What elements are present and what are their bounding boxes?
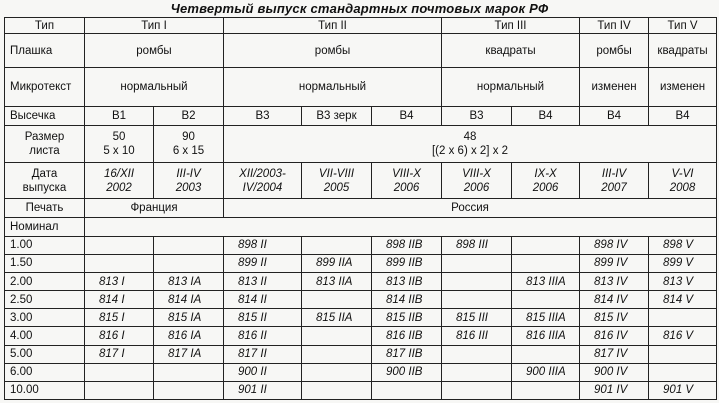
issue-date-cell	[442, 163, 512, 199]
stamp-number-cell	[442, 254, 512, 272]
sheet-size-label-line-2: листа	[29, 144, 60, 157]
print-russia: Россия	[224, 199, 717, 217]
stamp-number-cell: 899 II	[224, 254, 302, 272]
issue-date-cell	[512, 163, 580, 199]
perforation-cell: В4	[372, 106, 442, 125]
value-rows	[5, 236, 717, 399]
issue-date-label-line-2: выпуска	[22, 181, 67, 194]
nominal-value-row	[5, 272, 717, 290]
microtext-type-1: нормальный	[85, 68, 224, 106]
nominal-row	[5, 217, 717, 236]
issue-date-cell	[580, 163, 649, 199]
stamp-number-cell	[302, 345, 372, 363]
stamp-number-cell: 813 IA	[154, 272, 224, 290]
stamp-number-cell: 813 II	[224, 272, 302, 290]
print-label: Печать	[5, 199, 85, 217]
stamp-number-cell: 814 IA	[154, 291, 224, 309]
nominal-value-row	[5, 345, 717, 363]
stamp-number-cell	[154, 381, 224, 399]
stamp-number-cell: 816 IIIA	[512, 327, 580, 345]
stamp-number-cell: 901 IV	[580, 381, 649, 399]
plashka-type-3: квадраты	[442, 34, 580, 68]
sheet-size-rest	[224, 125, 717, 162]
perforation-cell: В3	[442, 106, 512, 125]
stamp-number-cell: 901 V	[649, 381, 717, 399]
stamp-number-cell: 901 II	[224, 381, 302, 399]
stamp-number-cell	[512, 254, 580, 272]
perforation-cell: В3 зерк	[302, 106, 372, 125]
issue-date-cell	[649, 163, 717, 199]
perforation-cell: В4	[580, 106, 649, 125]
issue-date-label-line-1: Дата	[31, 167, 58, 180]
stamp-number-cell: 817 IA	[154, 345, 224, 363]
sheet-size-label-line-1: Размер	[24, 130, 65, 143]
stamp-number-cell	[442, 381, 512, 399]
nominal-value: 4.00	[5, 327, 85, 345]
stamp-number-cell: 900 IV	[580, 363, 649, 381]
stamp-number-cell: 817 IIB	[372, 345, 442, 363]
stamp-number-cell	[85, 363, 154, 381]
stamp-number-cell	[512, 291, 580, 309]
stamp-number-cell	[372, 381, 442, 399]
stamp-number-cell: 899 IIA	[302, 254, 372, 272]
stamp-number-cell: 815 IA	[154, 309, 224, 327]
stamp-number-cell: 813 IIIA	[512, 272, 580, 290]
stamp-number-cell: 814 I	[85, 291, 154, 309]
issue-period: XII/2003-	[239, 167, 286, 180]
sheet-size-row	[5, 125, 717, 162]
stamp-number-cell: 898 V	[649, 236, 717, 254]
issue-period: IX-X	[534, 167, 557, 180]
stamp-number-cell: 815 IIB	[372, 309, 442, 327]
stamp-number-cell: 900 IIB	[372, 363, 442, 381]
stamp-number-cell: 816 II	[224, 327, 302, 345]
issue-period: 16/XII	[103, 167, 135, 180]
print-row	[5, 199, 717, 217]
issue-date-cell	[154, 163, 224, 199]
stamp-number-cell: 816 I	[85, 327, 154, 345]
stamp-number-cell: 813 V	[649, 272, 717, 290]
nominal-value: 2.50	[5, 291, 85, 309]
stamp-number-cell: 899 IIB	[372, 254, 442, 272]
microtext-type-4: изменен	[580, 68, 649, 106]
stamp-number-cell	[85, 381, 154, 399]
header-type-3: Тип III	[442, 18, 580, 34]
stamp-number-cell: 813 IIA	[302, 272, 372, 290]
stamp-number-cell	[649, 309, 717, 327]
stamp-number-cell: 814 IIB	[372, 291, 442, 309]
stamp-number-cell	[649, 363, 717, 381]
stamp-number-cell: 813 IV	[580, 272, 649, 290]
stamp-number-cell: 815 IIIA	[512, 309, 580, 327]
issue-date-row	[5, 163, 717, 199]
issue-year: 2007	[601, 181, 627, 194]
microtext-type-2: нормальный	[224, 68, 442, 106]
nominal-value-row	[5, 291, 717, 309]
issue-date-cell	[372, 163, 442, 199]
stamp-number-cell	[442, 363, 512, 381]
issue-period: V-VI	[671, 167, 694, 180]
issue-year: 2006	[532, 181, 559, 194]
print-france: Франция	[85, 199, 224, 217]
header-row	[5, 18, 717, 34]
stamp-number-cell: 898 IIB	[372, 236, 442, 254]
issue-date-cell	[85, 163, 154, 199]
stamp-number-cell: 898 IV	[580, 236, 649, 254]
stamp-number-cell: 814 V	[649, 291, 717, 309]
stamp-number-cell	[154, 254, 224, 272]
stamp-number-cell: 815 II	[224, 309, 302, 327]
issue-date-cell	[302, 163, 372, 199]
microtext-row	[5, 68, 717, 106]
nominal-value-row	[5, 381, 717, 399]
stamp-number-cell	[85, 236, 154, 254]
stamp-number-cell	[302, 381, 372, 399]
issue-year: IV/2004	[242, 181, 283, 194]
issue-year: 2006	[463, 181, 490, 194]
issue-date-label	[5, 163, 85, 199]
perforation-row	[5, 106, 717, 125]
stamp-number-cell	[302, 363, 372, 381]
plashka-row	[5, 34, 717, 68]
perforation-cell: В4	[649, 106, 717, 125]
page-title: Четвертый выпуск стандартных почтовых марок РФ	[170, 1, 549, 16]
issue-year: 2003	[175, 181, 202, 194]
nominal-value: 1.50	[5, 254, 85, 272]
perforation-cell: В2	[154, 106, 224, 125]
plashka-type-5: квадраты	[649, 34, 717, 68]
plashka-type-4: ромбы	[580, 34, 649, 68]
stamp-number-cell: 817 II	[224, 345, 302, 363]
sheet-size-b2	[154, 125, 224, 162]
header-type-2: Тип II	[224, 18, 442, 34]
sheet-size-rest-layout: [(2 x 6) x 2] x 2	[431, 144, 509, 157]
stamp-number-cell: 816 IA	[154, 327, 224, 345]
stamp-number-cell	[85, 254, 154, 272]
stamp-number-cell	[442, 272, 512, 290]
issue-year: 2005	[323, 181, 350, 194]
nominal-value-row	[5, 254, 717, 272]
issue-date-cell	[224, 163, 302, 199]
stamp-number-cell	[302, 327, 372, 345]
stamp-number-cell: 815 I	[85, 309, 154, 327]
stamp-number-cell: 816 III	[442, 327, 512, 345]
issue-period: VIII-X	[462, 167, 491, 180]
nominal-value: 10.00	[5, 381, 85, 399]
nominal-value: 2.00	[5, 272, 85, 290]
microtext-type-3: нормальный	[442, 68, 580, 106]
nominal-spacer	[85, 217, 717, 236]
stamp-number-cell: 899 IV	[580, 254, 649, 272]
perforation-cell: В1	[85, 106, 154, 125]
issue-period: III-IV	[176, 167, 201, 180]
perforation-cell: В4	[512, 106, 580, 125]
stamp-number-cell	[154, 363, 224, 381]
stamp-number-cell	[512, 236, 580, 254]
stamp-number-cell: 817 IV	[580, 345, 649, 363]
perforation-label: Высечка	[5, 106, 85, 125]
nominal-value-row	[5, 309, 717, 327]
issue-period: VII-VIII	[318, 167, 355, 180]
stamp-number-cell: 815 III	[442, 309, 512, 327]
issue-year: 2002	[106, 181, 132, 194]
issue-year: 2008	[669, 181, 696, 194]
issue-year: 2006	[393, 181, 420, 194]
header-type-4: Тип IV	[580, 18, 649, 34]
perforation-cell: В3	[224, 106, 302, 125]
sheet-size-b2-layout: 6 x 15	[172, 144, 205, 157]
stamp-number-cell: 899 V	[649, 254, 717, 272]
stamp-number-cell	[442, 291, 512, 309]
microtext-type-5: изменен	[649, 68, 717, 106]
stamp-number-cell	[649, 345, 717, 363]
stamp-number-cell: 816 IIB	[372, 327, 442, 345]
stamp-number-cell: 814 II	[224, 291, 302, 309]
stamp-number-cell	[154, 236, 224, 254]
stamps-table	[4, 17, 717, 400]
plashka-type-1: ромбы	[85, 34, 224, 68]
stamp-number-cell: 813 IIB	[372, 272, 442, 290]
plashka-label: Плашка	[5, 34, 85, 68]
sheet-size-b2-count: 90	[182, 130, 195, 143]
nominal-label: Номинал	[5, 217, 85, 236]
stamp-number-cell	[302, 236, 372, 254]
nominal-value: 3.00	[5, 309, 85, 327]
sheet-size-b1	[85, 125, 154, 162]
nominal-value: 6.00	[5, 363, 85, 381]
stamp-number-cell: 898 III	[442, 236, 512, 254]
sheet-size-rest-count: 48	[463, 130, 477, 143]
stamp-number-cell: 814 IV	[580, 291, 649, 309]
stamp-number-cell	[302, 291, 372, 309]
sheet-size-label	[5, 125, 85, 162]
stamp-number-cell: 900 II	[224, 363, 302, 381]
stamp-number-cell: 815 IIA	[302, 309, 372, 327]
stamp-number-cell: 815 IV	[580, 309, 649, 327]
nominal-value-row	[5, 327, 717, 345]
sheet-size-b1-layout: 5 x 10	[103, 144, 135, 157]
microtext-label: Микротекст	[5, 68, 85, 106]
stamp-number-cell: 898 II	[224, 236, 302, 254]
nominal-value: 1.00	[5, 236, 85, 254]
nominal-value-row	[5, 236, 717, 254]
plashka-type-2: ромбы	[224, 34, 442, 68]
stamp-number-cell: 817 I	[85, 345, 154, 363]
sheet-size-b1-count: 50	[112, 130, 126, 143]
header-type-label: Тип	[5, 18, 85, 34]
stamp-number-cell	[512, 345, 580, 363]
stamp-number-cell: 816 IV	[580, 327, 649, 345]
header-type-1: Тип I	[85, 18, 224, 34]
stamp-number-cell: 816 V	[649, 327, 717, 345]
nominal-value: 5.00	[5, 345, 85, 363]
stamp-number-cell: 813 I	[85, 272, 154, 290]
stamp-number-cell: 900 IIIA	[512, 363, 580, 381]
stamp-number-cell	[512, 381, 580, 399]
issue-period: III-IV	[601, 167, 627, 180]
nominal-value-row	[5, 363, 717, 381]
issue-period: VIII-X	[392, 167, 421, 180]
header-type-5: Тип V	[649, 18, 717, 34]
stamp-number-cell	[442, 345, 512, 363]
